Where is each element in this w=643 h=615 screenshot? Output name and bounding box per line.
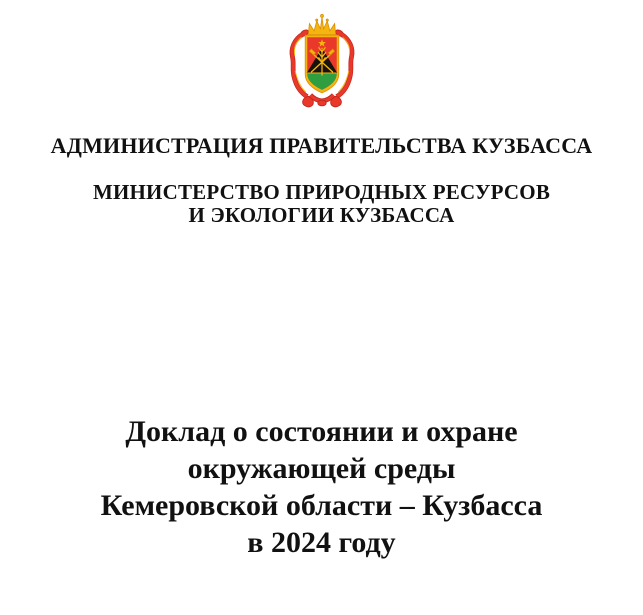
emblem-svg xyxy=(283,13,361,114)
ministry-heading-line1: МИНИСТЕРСТВО ПРИРОДНЫХ РЕСУРСОВ xyxy=(92,180,551,204)
emblem-crown xyxy=(308,14,335,34)
document-title xyxy=(101,413,543,561)
ministry-heading xyxy=(93,181,550,227)
administration-heading: АДМИНИСТРАЦИЯ ПРАВИТЕЛЬСТВА КУЗБАССА xyxy=(50,133,593,158)
ministry-heading-line2: И ЭКОЛОГИИ КУЗБАССА xyxy=(188,203,455,227)
document-title-line4: в 2024 году xyxy=(247,526,396,559)
kuzbass-coat-of-arms-icon xyxy=(283,13,361,114)
document-title-line2: окружающей среды xyxy=(187,452,456,485)
document-title-line1: Доклад о состоянии и охране xyxy=(125,415,518,448)
document-title-line3: Кемеровской области – Кузбасса xyxy=(100,489,543,522)
